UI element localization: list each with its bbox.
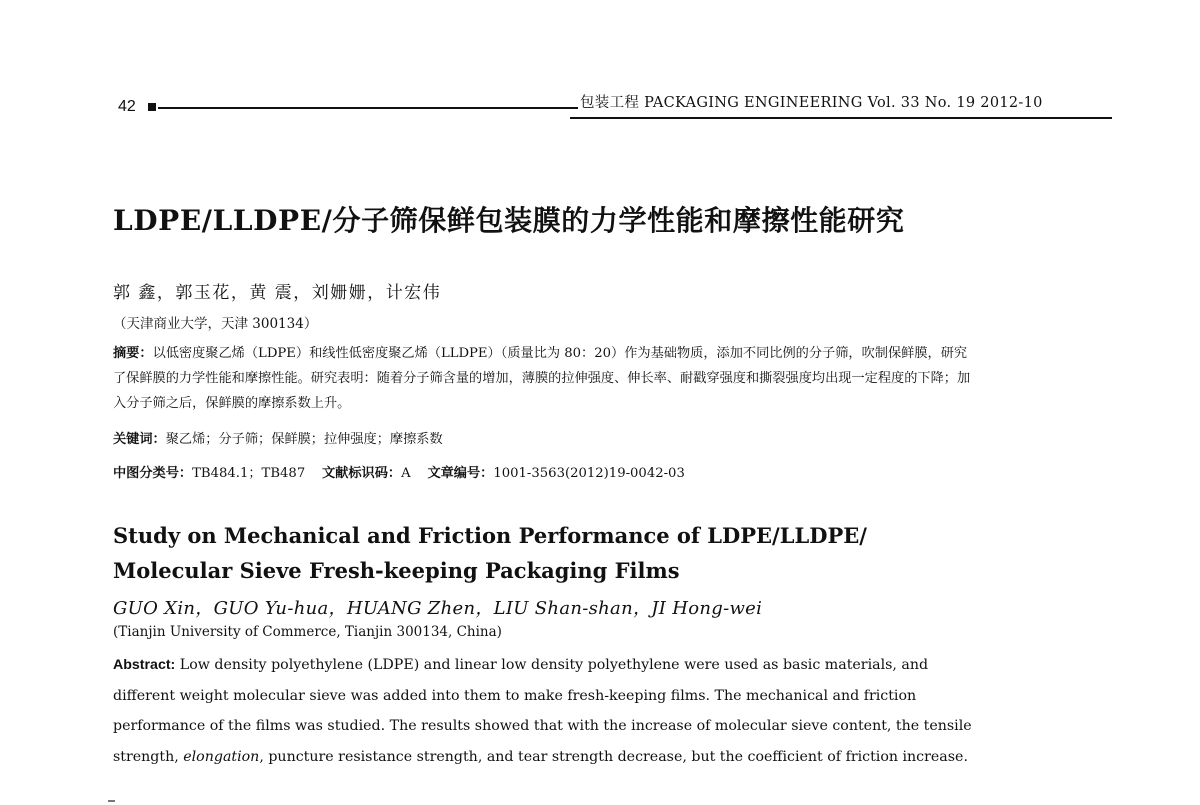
abstract-en-text-1: Low density polyethylene (LDPE) and linear low density polyethylene were used as basic materials, and different weight molecular sieve was added into them to make fresh-keeping films. The mechanical and friction performance of the films was studied. The results showed that with the increase of molecular sieve content, the tensile strength,	[113, 657, 972, 765]
header-rule-right	[570, 117, 1112, 119]
abstract-en-label: Abstract:	[113, 657, 176, 673]
scan-artifact	[108, 800, 115, 802]
abstract-en	[113, 650, 973, 772]
clc-label: 中图分类号：	[113, 466, 193, 481]
clc-value: TB484.1；TB487	[192, 466, 306, 481]
affiliation-en: (Tianjin University of Commerce, Tianjin 300134, China)	[113, 624, 502, 640]
paper-title-en: Study on Mechanical and Friction Performance of LDPE/LLDPE/ Molecular Sieve Fresh-keeping Packaging Films	[113, 523, 867, 583]
authors-en: GUO Xin，GUO Yu-hua，HUANG Zhen，LIU Shan-shan，JI Hong-wei	[113, 598, 763, 619]
doc-code-value: A	[401, 466, 411, 481]
page-number: 42	[118, 98, 136, 115]
journal-header: 包装工程 PACKAGING ENGINEERING Vol. 33 No. 19 2012-10	[580, 95, 1043, 111]
header-square-marker	[148, 103, 156, 111]
header-rule-left	[158, 107, 578, 109]
doc-code-label: 文献标识码：	[322, 466, 402, 481]
keywords-cn-label: 关键词：	[113, 432, 166, 447]
classification-line	[113, 461, 973, 486]
keywords-cn	[113, 427, 973, 452]
affiliation-cn: （天津商业大学，天津 300134）	[113, 316, 318, 332]
abstract-cn	[113, 341, 973, 416]
abstract-en-text-2: , puncture resistance strength, and tear strength decrease, but the coefficient of friction increase.	[259, 748, 968, 765]
authors-cn: 郭 鑫，郭玉花，黄 震，刘姗姗，计宏伟	[113, 283, 442, 303]
keywords-cn-text: 聚乙烯；分子筛；保鲜膜；拉伸强度；摩擦系数	[165, 432, 443, 447]
abstract-cn-label: 摘要：	[113, 346, 153, 361]
article-number-value: 1001-3563(2012)19-0042-03	[493, 466, 685, 481]
abstract-en-italic-term: elongation	[183, 748, 260, 765]
abstract-cn-text: 以低密度聚乙烯（LDPE）和线性低密度聚乙烯（LLDPE）（质量比为 80：20）作为基础物质，添加不同比例的分子筛，吹制保鲜膜，研究了保鲜膜的力学性能和摩擦性能。研究表明：随着分子筛含量的增加，薄膜的拉伸强度、伸长率、耐戳穿强度和撕裂强度均出现一定程度的下降；加入分子筛之后，保鲜膜的摩擦系数上升。	[113, 346, 971, 411]
article-number-label: 文章编号：	[427, 466, 494, 481]
paper-title-cn: LDPE/LLDPE/分子筛保鲜包装膜的力学性能和摩擦性能研究	[113, 204, 905, 237]
